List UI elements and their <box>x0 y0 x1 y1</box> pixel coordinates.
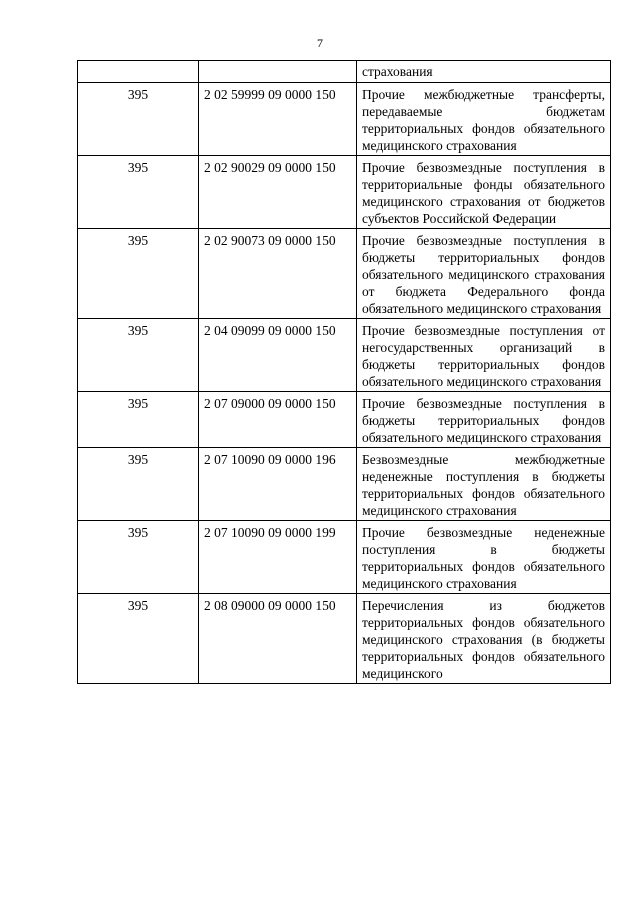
table-row <box>78 392 611 448</box>
revenue-name-cell: Прочие безвозмездные поступления от негосударственных организаций в бюджеты территориальных фондов обязательного медицинского страхования <box>357 319 611 392</box>
budget-code-cell: 2 04 09099 09 0000 150 <box>199 319 357 392</box>
revenue-name-cell: Безвозмездные межбюджетные неденежные поступления в бюджеты территориальных фондов обязательного медицинского страхования <box>357 448 611 521</box>
budget-code-cell: 2 02 59999 09 0000 150 <box>199 83 357 156</box>
revenue-name-cell: Прочие безвозмездные поступления в территориальные фонды обязательного медицинского страхования от бюджетов субъектов Российской Федерации <box>357 156 611 229</box>
admin-code-cell: 395 <box>78 448 199 521</box>
admin-code-cell: 395 <box>78 156 199 229</box>
revenue-name-cell: Перечисления из бюджетов территориальных фондов обязательного медицинского страхования (в бюджеты территориальных фондов обязательного медицинского <box>357 594 611 684</box>
budget-code-cell <box>199 61 357 83</box>
budget-code-cell: 2 08 09000 09 0000 150 <box>199 594 357 684</box>
admin-code-cell: 395 <box>78 392 199 448</box>
table-row <box>78 83 611 156</box>
admin-code-cell: 395 <box>78 594 199 684</box>
budget-code-cell: 2 02 90073 09 0000 150 <box>199 229 357 319</box>
table-row <box>78 521 611 594</box>
admin-code-cell: 395 <box>78 83 199 156</box>
admin-code-cell <box>78 61 199 83</box>
table-row <box>78 594 611 684</box>
budget-code-cell: 2 07 10090 09 0000 196 <box>199 448 357 521</box>
page-number: 7 <box>317 36 323 50</box>
admin-code-cell: 395 <box>78 521 199 594</box>
table-row <box>78 319 611 392</box>
admin-code-cell: 395 <box>78 229 199 319</box>
budget-code-cell: 2 02 90029 09 0000 150 <box>199 156 357 229</box>
table-row <box>78 229 611 319</box>
budget-classification-table <box>77 60 611 684</box>
revenue-name-cell: страхования <box>357 61 611 83</box>
budget-code-cell: 2 07 10090 09 0000 199 <box>199 521 357 594</box>
admin-code-cell: 395 <box>78 319 199 392</box>
table-row <box>78 156 611 229</box>
revenue-name-cell: Прочие межбюджетные трансферты, передаваемые бюджетам территориальных фондов обязательного медицинского страхования <box>357 83 611 156</box>
revenue-name-cell: Прочие безвозмездные неденежные поступления в бюджеты территориальных фондов обязательного медицинского страхования <box>357 521 611 594</box>
revenue-name-cell: Прочие безвозмездные поступления в бюджеты территориальных фондов обязательного медицинского страхования от бюджета Федерального фонда обязательного медицинского страхования <box>357 229 611 319</box>
revenue-name-cell: Прочие безвозмездные поступления в бюджеты территориальных фондов обязательного медицинского страхования <box>357 392 611 448</box>
table-row <box>78 448 611 521</box>
budget-code-cell: 2 07 09000 09 0000 150 <box>199 392 357 448</box>
table-row-continuation <box>78 61 611 83</box>
